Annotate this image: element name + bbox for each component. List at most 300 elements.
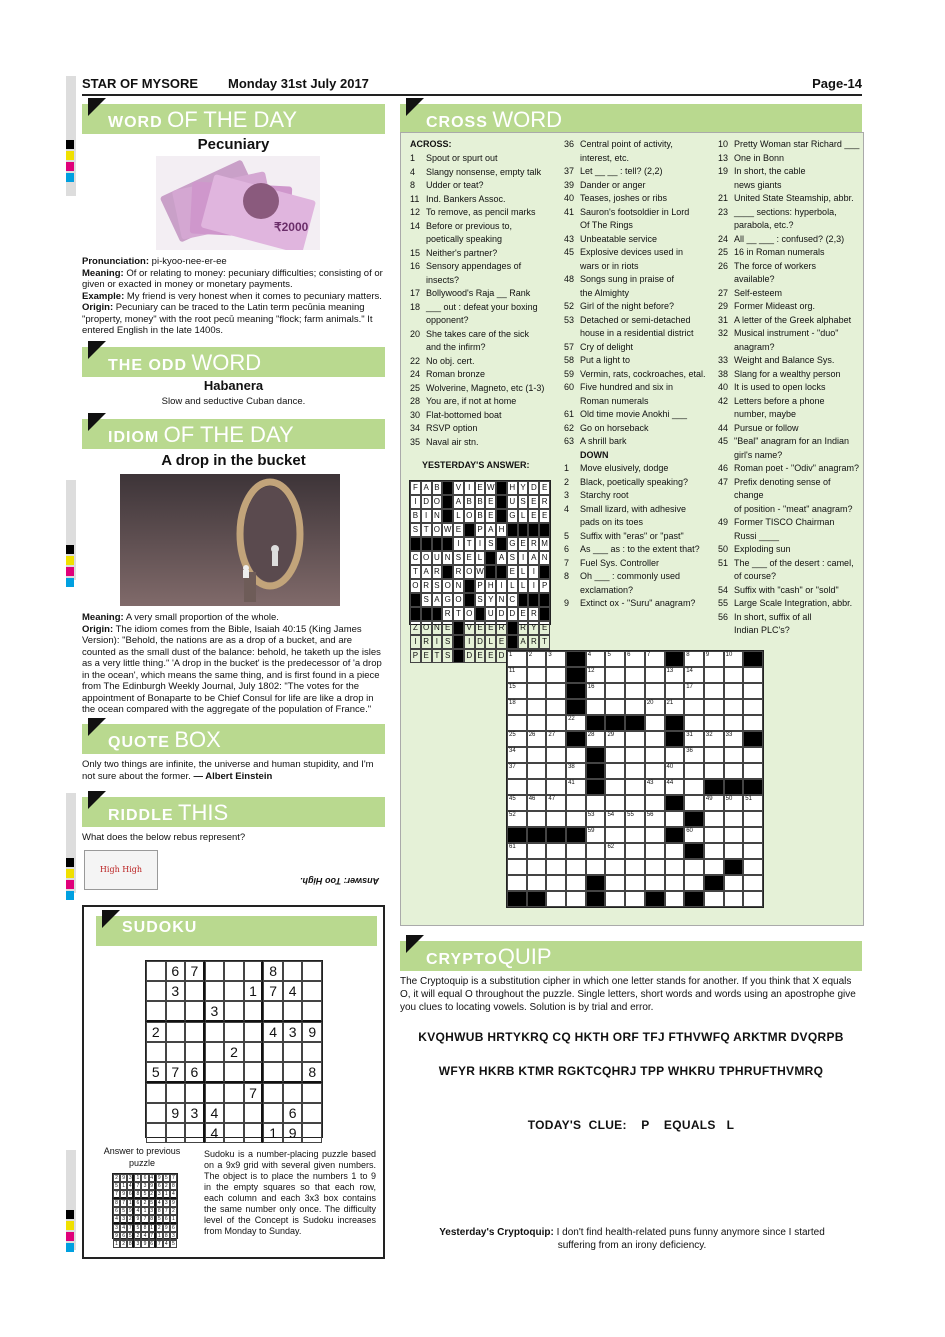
sudoku-cell[interactable] (205, 1083, 225, 1103)
sudoku-cell[interactable] (205, 1042, 225, 1062)
sudoku-cell[interactable] (166, 1123, 186, 1143)
sudoku-cell[interactable] (302, 1123, 322, 1143)
sudoku-cell[interactable] (146, 961, 166, 981)
crossword-cell[interactable] (645, 843, 665, 859)
crossword-cell[interactable] (527, 875, 547, 891)
crossword-cell[interactable]: 62 (605, 843, 625, 859)
crossword-cell[interactable] (743, 843, 763, 859)
crossword-cell[interactable] (625, 843, 645, 859)
crossword-cell[interactable] (743, 827, 763, 843)
crossword-cell[interactable]: 25 (507, 731, 527, 747)
crossword-cell[interactable] (684, 891, 704, 907)
crossword-cell[interactable] (684, 779, 704, 795)
crossword-cell[interactable] (704, 715, 724, 731)
crossword-cell[interactable] (546, 747, 566, 763)
crossword-cell[interactable] (625, 795, 645, 811)
sudoku-cell[interactable] (146, 1083, 166, 1103)
crossword-cell[interactable] (684, 811, 704, 827)
crossword-cell[interactable] (507, 827, 527, 843)
crossword-cell[interactable]: 44 (665, 779, 685, 795)
crossword-cell[interactable] (527, 843, 547, 859)
crossword-cell[interactable] (566, 747, 586, 763)
sudoku-cell[interactable] (224, 1022, 244, 1042)
crossword-cell[interactable] (546, 827, 566, 843)
clue-row (718, 233, 860, 247)
crossword-cell[interactable]: 51 (743, 795, 763, 811)
sudoku-cell[interactable] (185, 1123, 205, 1143)
sudoku-cell[interactable]: 3 (185, 1103, 205, 1123)
crossword-cell[interactable]: 46 (527, 795, 547, 811)
crossword-cell[interactable] (645, 763, 665, 779)
crossword-cell[interactable] (586, 747, 606, 763)
crossword-cell[interactable] (527, 683, 547, 699)
crossword-cell[interactable]: 8 (684, 651, 704, 667)
crossword-cell[interactable] (724, 843, 744, 859)
sudoku-cell[interactable]: 7 (185, 961, 205, 981)
crossword-cell[interactable] (704, 875, 724, 891)
crossword-cell[interactable] (704, 779, 724, 795)
crossword-cell[interactable]: 38 (566, 763, 586, 779)
crossword-cell[interactable]: 34 (507, 747, 527, 763)
crossword-cell[interactable] (546, 763, 566, 779)
sudoku-cell[interactable] (283, 1062, 303, 1083)
crossword-cell[interactable] (566, 795, 586, 811)
crossword-cell[interactable]: 14 (684, 667, 704, 683)
crossword-cell[interactable]: 36 (684, 747, 704, 763)
crossword-cell[interactable] (566, 827, 586, 843)
crossword-cell[interactable] (684, 795, 704, 811)
crossword-cell[interactable] (645, 747, 665, 763)
sudoku-cell[interactable] (185, 1083, 205, 1103)
crossword-cell[interactable] (645, 683, 665, 699)
sudoku-cell[interactable] (166, 1083, 186, 1103)
crossword-cell[interactable]: 7 (645, 651, 665, 667)
crossword-cell[interactable] (625, 891, 645, 907)
sudoku-cell[interactable]: 7 (244, 1083, 264, 1103)
sudoku-cell[interactable] (263, 1042, 283, 1062)
crossword-cell[interactable] (566, 891, 586, 907)
crossword-cell[interactable] (625, 667, 645, 683)
crossword-cell[interactable]: 40 (665, 763, 685, 779)
sudoku-cell[interactable] (166, 1001, 186, 1022)
sudoku-cell[interactable] (263, 1001, 283, 1022)
sudoku-cell[interactable] (146, 1123, 166, 1143)
crossword-cell[interactable] (527, 859, 547, 875)
crossword-cell[interactable] (724, 779, 744, 795)
sudoku-cell[interactable]: 3 (205, 1001, 225, 1022)
crossword-cell[interactable] (625, 859, 645, 875)
crossword-cell[interactable] (566, 731, 586, 747)
crossword-cell[interactable] (724, 667, 744, 683)
crossword-cell[interactable] (724, 747, 744, 763)
crossword-cell[interactable] (527, 779, 547, 795)
crossword-cell[interactable] (724, 859, 744, 875)
crossword-cell[interactable] (704, 699, 724, 715)
crossword-cell[interactable] (507, 859, 527, 875)
crossword-cell[interactable] (704, 811, 724, 827)
crossword-cell[interactable] (743, 859, 763, 875)
crossword-cell[interactable] (566, 843, 586, 859)
crossword-cell[interactable] (527, 827, 547, 843)
sudoku-cell[interactable]: 4 (205, 1123, 225, 1143)
sudoku-cell[interactable] (185, 1042, 205, 1062)
crossword-cell[interactable] (724, 891, 744, 907)
crossword-cell[interactable] (586, 875, 606, 891)
sudoku-cell[interactable] (205, 961, 225, 981)
sudoku-cell[interactable] (283, 1083, 303, 1103)
sudoku-cell[interactable] (224, 1062, 244, 1083)
crossword-cell[interactable] (605, 875, 625, 891)
crossword-cell[interactable] (684, 715, 704, 731)
crossword-cell[interactable] (704, 763, 724, 779)
sudoku-cell[interactable] (302, 1001, 322, 1022)
crossword-cell[interactable] (704, 843, 724, 859)
sudoku-cell[interactable] (224, 1123, 244, 1143)
sudoku-cell[interactable] (224, 981, 244, 1001)
sudoku-cell[interactable]: 7 (166, 1062, 186, 1083)
crossword-cell[interactable]: 45 (507, 795, 527, 811)
crossword-cell[interactable]: 21 (665, 699, 685, 715)
crossword-cell[interactable] (743, 699, 763, 715)
crossword-cell[interactable]: 43 (645, 779, 665, 795)
crossword-cell[interactable]: 26 (527, 731, 547, 747)
sudoku-cell[interactable] (283, 961, 303, 981)
crossword-cell[interactable]: 18 (507, 699, 527, 715)
crossword-cell[interactable] (527, 715, 547, 731)
crossword-cell[interactable]: 22 (566, 715, 586, 731)
sudoku-cell[interactable] (205, 1062, 225, 1083)
crossword-cell[interactable]: 49 (704, 795, 724, 811)
crossword-cell[interactable] (684, 763, 704, 779)
crossword-cell[interactable] (546, 667, 566, 683)
sudoku-cell[interactable] (224, 1001, 244, 1022)
crossword-cell[interactable]: 9 (704, 651, 724, 667)
crossword-cell[interactable] (605, 779, 625, 795)
crossword-cell[interactable] (625, 715, 645, 731)
crossword-cell[interactable] (743, 875, 763, 891)
clue-text: Suffix with "cash" or "sold" (734, 584, 839, 595)
sudoku-cell[interactable] (224, 961, 244, 981)
crossword-cell[interactable] (625, 683, 645, 699)
sudoku-cell[interactable] (302, 1103, 322, 1123)
crossword-cell[interactable] (566, 667, 586, 683)
crossword-cell[interactable]: 20 (645, 699, 665, 715)
crossword-cell[interactable] (546, 843, 566, 859)
crossword-cell[interactable] (704, 827, 724, 843)
sudoku-cell[interactable] (263, 1103, 283, 1123)
crossword-cell[interactable] (724, 875, 744, 891)
sudoku-cell[interactable] (244, 1123, 264, 1143)
crossword-cell[interactable] (743, 715, 763, 731)
sudoku-cell[interactable] (263, 1083, 283, 1103)
sudoku-cell[interactable] (146, 1001, 166, 1022)
crossword-cell[interactable]: 53 (586, 811, 606, 827)
crossword-cell[interactable]: 28 (586, 731, 606, 747)
crossword-cell[interactable]: 13 (665, 667, 685, 683)
crossword-cell[interactable] (566, 875, 586, 891)
sudoku-cell[interactable]: 8 (302, 1062, 322, 1083)
crossword-cell[interactable]: 55 (625, 811, 645, 827)
crossword-cell[interactable] (586, 715, 606, 731)
sudoku-cell[interactable] (283, 1001, 303, 1022)
sudoku-answer-cell: 9 (163, 1224, 170, 1232)
crossword-cell[interactable] (743, 667, 763, 683)
crossword-cell[interactable]: 1 (507, 651, 527, 667)
crossword-cell[interactable] (605, 891, 625, 907)
crossword-cell[interactable] (665, 731, 685, 747)
crossword-cell[interactable] (605, 667, 625, 683)
clue-number: 15 (410, 247, 421, 258)
crossword-cell[interactable] (527, 811, 547, 827)
sudoku-cell[interactable]: 1 (244, 981, 264, 1001)
crossword-cell[interactable] (645, 875, 665, 891)
crossword-cell[interactable] (527, 891, 547, 907)
crossword-cell[interactable] (743, 811, 763, 827)
crossword-cell[interactable] (527, 747, 547, 763)
sudoku-cell[interactable] (244, 1062, 264, 1083)
sudoku-cell[interactable] (185, 1001, 205, 1022)
crossword-cell[interactable] (704, 891, 724, 907)
crossword-cell[interactable] (527, 763, 547, 779)
sudoku-cell[interactable]: 4 (283, 981, 303, 1001)
sudoku-cell[interactable] (244, 1042, 264, 1062)
crossword-cell[interactable]: 61 (507, 843, 527, 859)
sudoku-cell[interactable]: 7 (263, 981, 283, 1001)
crossword-cell[interactable]: 37 (507, 763, 527, 779)
crossword-cell[interactable]: 59 (586, 827, 606, 843)
crossword-cell[interactable] (665, 843, 685, 859)
crossword-cell[interactable] (684, 843, 704, 859)
crossword-cell[interactable] (507, 891, 527, 907)
crossword-cell[interactable]: 60 (684, 827, 704, 843)
sudoku-cell[interactable]: 9 (283, 1123, 303, 1143)
sudoku-cell[interactable] (302, 961, 322, 981)
sudoku-cell[interactable] (166, 1022, 186, 1042)
sudoku-answer-cell: 8 (156, 1207, 163, 1215)
crossword-cell[interactable] (724, 763, 744, 779)
crossword-cell[interactable] (743, 651, 763, 667)
crossword-cell[interactable] (684, 875, 704, 891)
sudoku-cell[interactable] (244, 1103, 264, 1123)
crossword-cell[interactable] (665, 683, 685, 699)
crossword-cell[interactable]: 16 (586, 683, 606, 699)
sudoku-cell[interactable] (302, 981, 322, 1001)
crossword-cell[interactable] (527, 667, 547, 683)
crossword-cell[interactable] (743, 731, 763, 747)
crossword-cell[interactable]: 10 (724, 651, 744, 667)
crossword-cell[interactable] (546, 875, 566, 891)
crossword-cell[interactable]: 41 (566, 779, 586, 795)
crossword-cell[interactable] (743, 747, 763, 763)
sudoku-cell[interactable]: 6 (166, 961, 186, 981)
crossword-cell[interactable] (605, 699, 625, 715)
crossword-cell[interactable] (546, 779, 566, 795)
crossword-cell[interactable]: 56 (645, 811, 665, 827)
sudoku-cell[interactable] (244, 961, 264, 981)
crossword-cell[interactable]: 5 (605, 651, 625, 667)
crossword-cell[interactable] (665, 891, 685, 907)
crossword-cell[interactable] (665, 715, 685, 731)
sudoku-cell[interactable] (244, 1022, 264, 1042)
crossword-cell[interactable] (605, 715, 625, 731)
crossword-cell[interactable]: 54 (605, 811, 625, 827)
crossword-cell[interactable] (665, 827, 685, 843)
sudoku-cell[interactable]: 1 (263, 1123, 283, 1143)
sudoku-cell[interactable]: 6 (283, 1103, 303, 1123)
crossword-cell[interactable] (586, 859, 606, 875)
sudoku-cell[interactable]: 9 (302, 1022, 322, 1042)
sudoku-cell[interactable]: 4 (263, 1022, 283, 1042)
crossword-cell[interactable] (586, 779, 606, 795)
clue-text: exclamation? (580, 584, 634, 595)
crossword-cell[interactable] (645, 859, 665, 875)
sudoku-cell[interactable] (205, 1022, 225, 1042)
crossword-cell[interactable] (586, 795, 606, 811)
crossword-cell[interactable] (586, 763, 606, 779)
crossword-cell[interactable] (605, 763, 625, 779)
crossword-cell[interactable] (724, 811, 744, 827)
crossword-cell[interactable] (586, 843, 606, 859)
crossword-cell[interactable] (625, 827, 645, 843)
sudoku-cell[interactable]: 3 (166, 981, 186, 1001)
crossword-cell[interactable] (586, 699, 606, 715)
sudoku-cell[interactable]: 2 (224, 1042, 244, 1062)
sudoku-cell[interactable]: 3 (283, 1022, 303, 1042)
crossword-cell[interactable]: 17 (684, 683, 704, 699)
crossword-cell[interactable] (625, 699, 645, 715)
crossword-cell[interactable] (724, 827, 744, 843)
sudoku-cell[interactable]: 5 (146, 1062, 166, 1083)
sudoku-cell[interactable] (205, 981, 225, 1001)
cryptoquip-line-1: KVQHWUB HRTYKRQ CQ HKTH ORF TFJ FTHVWFQ ARKTMR DVQRPB (418, 1030, 844, 1044)
crossword-cell[interactable]: 4 (586, 651, 606, 667)
crossword-cell[interactable] (527, 699, 547, 715)
crossword-cell[interactable] (645, 795, 665, 811)
crossword-cell[interactable] (546, 859, 566, 875)
crossword-cell[interactable] (605, 827, 625, 843)
crossword-cell[interactable]: 15 (507, 683, 527, 699)
crossword-cell[interactable] (684, 699, 704, 715)
crossword-cell[interactable] (625, 747, 645, 763)
crossword-cell[interactable] (645, 891, 665, 907)
crossword-cell[interactable] (605, 795, 625, 811)
crossword-cell[interactable] (743, 891, 763, 907)
crossword-cell[interactable] (625, 763, 645, 779)
crossword-cell[interactable] (566, 683, 586, 699)
sudoku-cell[interactable] (302, 1042, 322, 1062)
crossword-cell[interactable] (645, 731, 665, 747)
crossword-cell[interactable] (704, 683, 724, 699)
crossword-cell[interactable] (704, 859, 724, 875)
sudoku-answer-cell: 7 (113, 1190, 120, 1199)
crossword-cell[interactable] (684, 859, 704, 875)
crossword-cell[interactable] (665, 859, 685, 875)
sudoku-cell[interactable] (146, 981, 166, 1001)
sudoku-cell[interactable]: 4 (205, 1103, 225, 1123)
crossword-cell[interactable] (665, 747, 685, 763)
crossword-cell[interactable] (704, 747, 724, 763)
crossword-cell[interactable] (605, 859, 625, 875)
crossword-cell[interactable]: 33 (724, 731, 744, 747)
crossword-cell[interactable]: 27 (546, 731, 566, 747)
crossword-cell[interactable]: 52 (507, 811, 527, 827)
sudoku-cell[interactable] (302, 1083, 322, 1103)
crossword-cell[interactable]: 47 (546, 795, 566, 811)
sudoku-cell[interactable] (146, 1042, 166, 1062)
crossword-cell[interactable] (566, 651, 586, 667)
sudoku-cell[interactable] (263, 1062, 283, 1083)
crossword-cell[interactable] (566, 859, 586, 875)
crossword-cell[interactable]: 2 (527, 651, 547, 667)
crossword-cell[interactable] (566, 811, 586, 827)
crossword-cell[interactable] (724, 715, 744, 731)
crossword-cell[interactable] (605, 683, 625, 699)
crossword-cell[interactable] (743, 683, 763, 699)
crossword-cell[interactable] (546, 683, 566, 699)
crossword-cell[interactable]: 3 (546, 651, 566, 667)
crossword-cell[interactable] (605, 747, 625, 763)
sudoku-cell[interactable] (224, 1103, 244, 1123)
crossword-cell[interactable] (665, 795, 685, 811)
crossword-cell[interactable] (645, 667, 665, 683)
crossword-cell[interactable] (507, 779, 527, 795)
sudoku-cell[interactable] (283, 1042, 303, 1062)
crossword-cell[interactable]: 11 (507, 667, 527, 683)
clue-row (564, 584, 714, 598)
crossword-cell[interactable] (724, 683, 744, 699)
crossword-cell[interactable] (546, 811, 566, 827)
crossword-cell[interactable] (704, 667, 724, 683)
crossword-cell[interactable] (743, 779, 763, 795)
crossword-cell[interactable] (625, 875, 645, 891)
crossword-cell[interactable]: 6 (625, 651, 645, 667)
sudoku-cell[interactable] (224, 1083, 244, 1103)
crossword-cell[interactable] (546, 699, 566, 715)
crossword-cell[interactable] (665, 651, 685, 667)
crossword-cell[interactable] (586, 891, 606, 907)
crossword-cell[interactable] (546, 891, 566, 907)
crossword-cell[interactable] (507, 875, 527, 891)
crossword-cell[interactable] (724, 699, 744, 715)
sudoku-cell[interactable] (166, 1042, 186, 1062)
crossword-cell[interactable] (645, 827, 665, 843)
crossword-cell[interactable] (566, 699, 586, 715)
sudoku-cell[interactable]: 2 (146, 1022, 166, 1042)
crossword-cell[interactable] (645, 715, 665, 731)
crossword-cell[interactable] (507, 715, 527, 731)
crossword-cell[interactable] (546, 715, 566, 731)
crossword-cell[interactable] (625, 731, 645, 747)
sudoku-cell[interactable]: 6 (185, 1062, 205, 1083)
crossword-cell[interactable] (743, 763, 763, 779)
crossword-cell[interactable]: 50 (724, 795, 744, 811)
crossword-cell[interactable]: 12 (586, 667, 606, 683)
sudoku-cell[interactable]: 8 (263, 961, 283, 981)
crossword-cell[interactable]: 29 (605, 731, 625, 747)
answer-cell (496, 509, 507, 523)
sudoku-cell[interactable] (185, 981, 205, 1001)
crossword-cell[interactable]: 32 (704, 731, 724, 747)
crossword-cell[interactable] (665, 875, 685, 891)
crossword-cell[interactable]: 31 (684, 731, 704, 747)
sudoku-cell[interactable] (185, 1022, 205, 1042)
sudoku-cell[interactable] (146, 1103, 166, 1123)
sudoku-cell[interactable]: 9 (166, 1103, 186, 1123)
crossword-cell[interactable] (665, 811, 685, 827)
sudoku-cell[interactable] (244, 1001, 264, 1022)
clue-number: 60 (564, 382, 575, 392)
crossword-cell[interactable] (625, 779, 645, 795)
